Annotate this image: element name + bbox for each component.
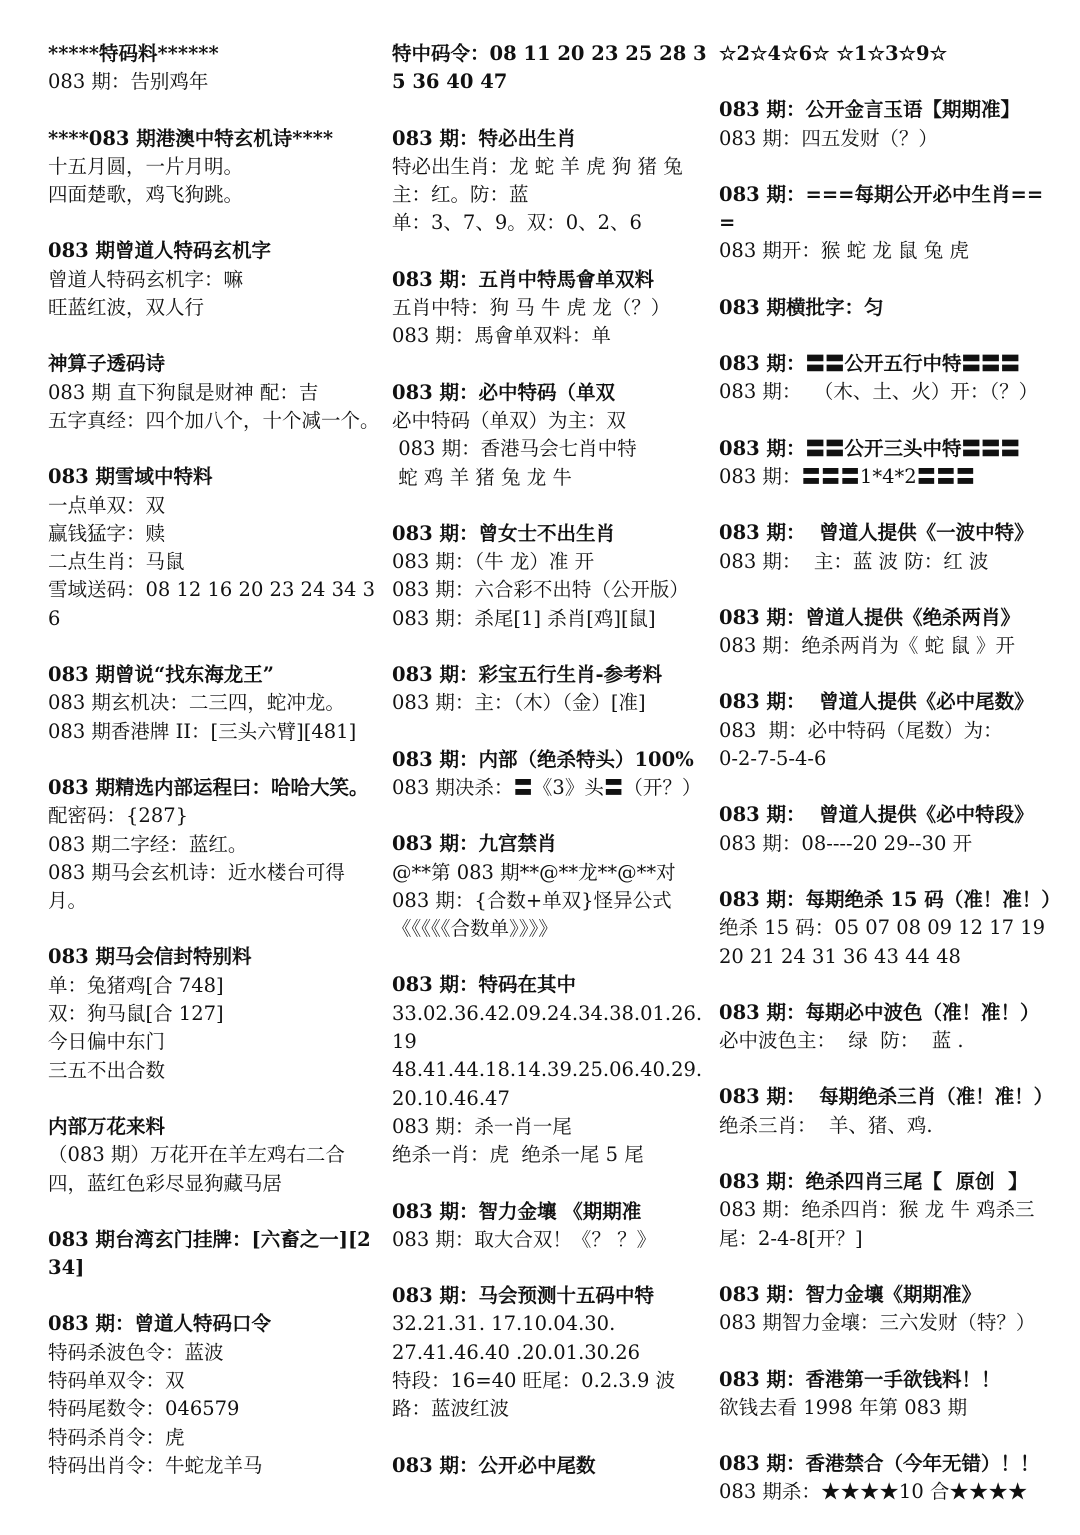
- text-line: 083 期开：猴 蛇 龙 鼠 兔 虎: [719, 239, 969, 263]
- text-line: 五字真经：四个加八个，十个减一个。: [48, 408, 380, 432]
- left-text-block: [48, 463, 383, 633]
- text-line: 必中特码（单双）为主：双: [392, 408, 627, 432]
- right-text-block: [719, 1083, 1054, 1140]
- text-line: 083 期：四五发财（？）: [719, 126, 938, 150]
- text-line: 083 期智力金壤：三六发财（特？）: [719, 1311, 1036, 1335]
- text-line: 33.02.36.42.09.24.34.38.01.26.19: [392, 1001, 703, 1054]
- right-text-block: [719, 801, 1051, 858]
- text-line: 083 期：馬會单双料：单: [392, 324, 611, 348]
- text-line: 083 期 直下狗鼠是财神 配：吉: [48, 380, 319, 404]
- left-text-block: [48, 40, 383, 97]
- middle-column: [392, 40, 712, 1508]
- text-line: 083 期：〓〓公开三头中特〓〓〓: [719, 436, 1020, 460]
- right-column: [719, 40, 1061, 1535]
- left-text-block: [48, 1310, 383, 1480]
- text-line: 083 期：必中特码（尾数）为：: [719, 718, 1003, 742]
- text-line: 神算子透码诗: [48, 352, 166, 376]
- right-text-block: [719, 1366, 1051, 1423]
- text-line: 083 期杀：★★★★10 合★★★★: [719, 1480, 1028, 1504]
- text-line: （083 期）万花开在羊左鸡右二合四，蓝红色彩尽显狗藏马居: [48, 1143, 345, 1195]
- middle-text-block: [392, 125, 712, 238]
- middle-text-block: [392, 40, 712, 97]
- text-line: 083 期精选内部运程曰：哈哈大笑。: [48, 775, 369, 799]
- text-line: 083 期： 主：蓝 波 防：红 波: [719, 549, 989, 573]
- text-line: 083 期： （木、土、火）开：（？）: [719, 380, 1039, 404]
- text-line: 必中波色主： 绿 防： 蓝 .: [719, 1029, 964, 1053]
- text-line: 083 期： 曾道人提供《必中特段》: [719, 803, 1034, 827]
- text-line: 083 期：曾道人提供《绝杀两肖》: [719, 605, 1020, 629]
- text-line: 083 期：曾女士不出生肖: [392, 521, 615, 545]
- right-text-block: [719, 519, 1051, 576]
- text-line: 083 期马会玄机诗：近水楼台可得月。: [48, 860, 345, 913]
- right-text-block: [719, 688, 1051, 773]
- text-line: 083 期：每期绝杀 15 码（准！准！）: [719, 887, 1061, 911]
- text-line: 单：兔猪鸡[合 748]: [48, 973, 224, 997]
- text-line: 32.21.31. 17.10.04.30.: [392, 1312, 616, 1336]
- text-line: 083 期二字经：蓝红。: [48, 832, 248, 856]
- text-line: 083 期：曾道人特码口令: [48, 1312, 271, 1336]
- text-line: 特段：16=40 旺尾：0.2.3.9 波路：蓝波红波: [392, 1368, 676, 1421]
- text-line: 三五不出合数: [48, 1058, 166, 1082]
- text-line: 083 期：〓〓公开五行中特〓〓〓: [719, 352, 1020, 376]
- right-text-block: [719, 96, 1051, 153]
- text-line: 四面楚歌，鸡飞狗跳。: [48, 183, 244, 207]
- text-line: 083 期： 曾道人提供《必中尾数》: [719, 690, 1034, 714]
- left-text-block: [48, 1113, 383, 1198]
- text-line: 083 期：〓〓〓1*4*2〓〓〓: [719, 464, 976, 488]
- middle-text-block: [392, 1452, 712, 1480]
- text-line: 083 期香港牌 II：[三头六臂][481]: [48, 719, 357, 743]
- text-line: 特码杀波色令：蓝波: [48, 1340, 224, 1364]
- text-line: 083 期：每期必中波色（准！准！）: [719, 1000, 1040, 1024]
- text-line: 今日偏中东门: [48, 1030, 166, 1054]
- text-line: 绝杀三肖： 羊、猪、鸡.: [719, 1113, 933, 1137]
- middle-text-block: [392, 379, 712, 492]
- middle-text-block: [392, 746, 712, 803]
- text-line: 特必出生肖：龙 蛇 羊 虎 狗 猪 兔: [392, 154, 683, 178]
- text-line: 赢钱猛字：赎: [48, 521, 166, 545]
- text-line: 083 期：杀尾[1] 杀肖[鸡][鼠]: [392, 606, 656, 630]
- text-line: 083 期横批字：匀: [719, 295, 884, 319]
- text-line: 083 期马会信封特别料: [48, 945, 252, 969]
- text-line: 083 期：告别鸡年: [48, 70, 209, 94]
- right-text-block: [719, 1450, 1051, 1507]
- text-line: 083 期：特码在其中: [392, 973, 576, 997]
- text-line: 特码杀肖令：虎: [48, 1425, 185, 1449]
- text-line: 083 期玄机决：二三四，蛇冲龙。: [48, 691, 345, 715]
- middle-text-block: [392, 520, 712, 633]
- middle-text-block: [392, 661, 712, 718]
- right-text-block: [719, 1281, 1051, 1338]
- text-line: 083 期：===每期公开必中生肖===: [719, 182, 1044, 235]
- text-line: 083 期：马会预测十五码中特: [392, 1284, 654, 1308]
- text-line: 083 期：08----20 29--30 开: [719, 831, 973, 855]
- text-line: 083 期：{合数+单双}怪异公式: [392, 888, 672, 912]
- text-line: 主：红。防：蓝: [392, 183, 529, 207]
- text-line: 083 期：彩宝五行生肖-参考料: [392, 663, 663, 687]
- text-line: 083 期：五肖中特馬會单双料: [392, 267, 654, 291]
- text-line: 083 期：必中特码（单双: [392, 380, 615, 404]
- right-text-block: [719, 40, 1051, 68]
- right-text-block: [719, 181, 1051, 266]
- text-line: 配密码：{287}: [48, 804, 189, 828]
- text-line: 083 期：智力金壤 《期期准: [392, 1199, 642, 1223]
- text-line: 曾道人特码玄机字：嘛: [48, 267, 244, 291]
- text-line: 十五月圆，一片月明。: [48, 154, 244, 178]
- text-line: 特码尾数令：046579: [48, 1397, 240, 1421]
- right-text-block: [719, 435, 1051, 492]
- left-text-block: [48, 774, 383, 915]
- left-text-block: [48, 237, 383, 322]
- text-line: ****083 期港澳中特玄机诗****: [48, 126, 334, 150]
- left-text-block: [48, 943, 383, 1084]
- text-line: 083 期：九宫禁肖: [392, 832, 557, 856]
- text-line: 083 期：香港禁合（今年无错）！！: [719, 1452, 1040, 1476]
- text-line: 083 期：公开必中尾数: [392, 1453, 596, 1477]
- right-text-block: [719, 350, 1051, 407]
- text-line: 欲钱去看 1998 年第 083 期: [719, 1395, 968, 1419]
- left-text-block: [48, 350, 383, 435]
- text-line: 083 期：（牛 龙）准 开: [392, 550, 595, 574]
- right-text-block: [719, 886, 1061, 971]
- left-text-block: [48, 661, 383, 746]
- text-line: 083 期：六合彩不出特（公开版）: [392, 578, 689, 602]
- left-text-block: [48, 125, 383, 210]
- text-line: 083 期： 每期绝杀三肖（准！准！）: [719, 1085, 1054, 1109]
- text-line: 《《《《《合数单》》》》: [392, 917, 558, 941]
- text-line: 083 期：内部（绝杀特头）100%: [392, 747, 694, 771]
- text-line: ☆2☆4☆6☆ ☆1☆3☆9☆: [719, 42, 948, 65]
- text-line: 单：3、7、9。双：0、2、6: [392, 211, 642, 235]
- right-text-block: [719, 1168, 1051, 1253]
- text-line: 083 期：香港马会七肖中特: [392, 437, 637, 461]
- text-line: 五肖中特：狗 马 牛 虎 龙（？）: [392, 296, 671, 320]
- text-line: 083 期雪域中特料: [48, 465, 213, 489]
- text-line: @**第 083 期**@**龙**@**对: [392, 860, 676, 884]
- text-line: 特码单双令：双: [48, 1368, 185, 1392]
- text-line: 绝杀 15 码：05 07 08 09 12 17 19 20 21 24 31 36 43 44 48: [719, 916, 1052, 968]
- text-line: 083 期：绝杀四肖三尾【 原创 】: [719, 1170, 1028, 1194]
- text-line: 083 期：特必出生肖: [392, 126, 576, 150]
- text-line: 083 期：香港第一手欲钱料！！: [719, 1367, 1001, 1391]
- text-line: 雪域送码：08 12 16 20 23 24 34 36: [48, 578, 375, 630]
- text-line: 083 期决杀：〓《3》头〓（开？）: [392, 775, 702, 799]
- left-column: [48, 40, 383, 1508]
- right-text-block: [719, 604, 1051, 661]
- middle-text-block: [392, 830, 712, 943]
- text-line: 48.41.44.18.14.39.25.06.40.29.20.10.46.47: [392, 1058, 703, 1110]
- text-line: 一点单双：双: [48, 493, 166, 517]
- text-line: 083 期：绝杀四肖：猴 龙 牛 鸡杀三尾：2-4-8[开？]: [719, 1198, 1035, 1250]
- text-line: 双：狗马鼠[合 127]: [48, 1002, 224, 1026]
- middle-text-block: [392, 266, 712, 351]
- text-line: 083 期：绝杀两肖为《 蛇 鼠 》开: [719, 634, 1016, 658]
- text-line: 内部万花来料: [48, 1114, 166, 1138]
- text-line: 083 期：主：（木）（金）[准]: [392, 691, 646, 715]
- text-line: 083 期：杀一肖一尾: [392, 1114, 572, 1138]
- text-line: 083 期台湾玄门挂牌：[六畜之一][234]: [48, 1227, 371, 1280]
- text-line: 083 期： 曾道人提供《一波中特》: [719, 521, 1034, 545]
- text-line: 083 期曾道人特码玄机字: [48, 239, 271, 263]
- text-line: 旺蓝红波，双人行: [48, 296, 205, 320]
- text-line: 特中码令：08 11 20 23 25 28 35 36 40 47: [392, 42, 707, 94]
- text-line: 083 期曾说“找东海龙王”: [48, 663, 274, 687]
- text-line: 绝杀一肖：虎 绝杀一尾 5 尾: [392, 1143, 644, 1167]
- text-line: 083 期：智力金壤《期期准》: [719, 1282, 981, 1306]
- text-line: *****特码料******: [48, 42, 219, 65]
- right-text-block: [719, 999, 1051, 1056]
- middle-text-block: [392, 971, 712, 1169]
- text-line: 特码出肖令：牛蛇龙羊马: [48, 1453, 263, 1477]
- text-line: 二点生肖：马鼠: [48, 550, 185, 574]
- text-line: 083 期：取大合双！《？ ？》: [392, 1227, 657, 1251]
- text-line: 083 期：公开金言玉语【期期准】: [719, 98, 1020, 122]
- middle-text-block: [392, 1198, 712, 1255]
- right-text-block: [719, 294, 1051, 322]
- text-line: 27.41.46.40 .20.01.30.26: [392, 1340, 641, 1364]
- middle-text-block: [392, 1282, 712, 1423]
- text-line: 0-2-7-5-4-6: [719, 747, 827, 771]
- left-text-block: [48, 1226, 383, 1283]
- text-line: 蛇 鸡 羊 猪 兔 龙 牛: [392, 465, 572, 489]
